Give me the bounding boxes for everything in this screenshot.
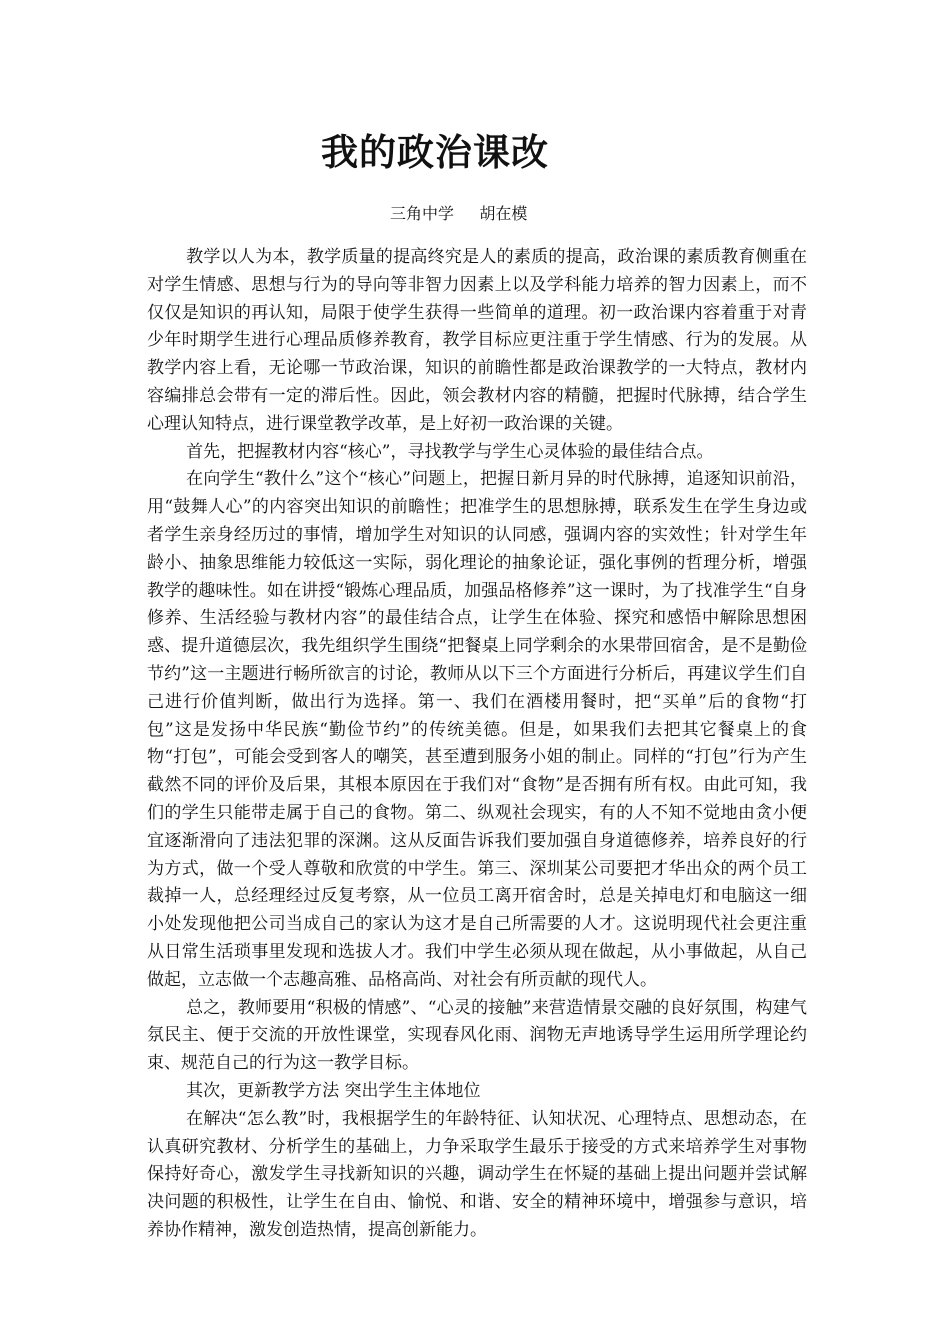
section-heading: 其次，更新教学方法 突出学生主体地位 bbox=[186, 1080, 481, 1101]
document-title: 我的政治课改 bbox=[321, 131, 549, 174]
document-body bbox=[147, 244, 807, 1245]
paragraph: 在向学生“教什么”这个“核心”问题上，把握日新月异的时代脉搏，追逐知识前沿，用“鼓舞人心”的内容突出知识的前瞻性；把准学生的思想脉搏，联系发生在学生身边或者学生亲身经历过的事情，增加学生对知识的认同感，强调内容的实效性；针对学生年龄小、抽象思维能力较低这一实际，弱化理论的抽象论证，强化事例的哲理分析，增强教学的趣味性。如在讲授“锻炼心理品质，加强品格修养”这一课时，为了找准学生“自身修养、生活经验与教材内容”的最佳结合点，让学生在体验、探究和感悟中解除思想困惑、提升道德层次，我先组织学生围绕“把餐桌上同学剩余的水果带回宿舍，是不是勤俭节约”这一主题进行畅所欲言的讨论，教师从以下三个方面进行分析后，再建议学生们自己进行价值判断，做出行为选择。第一、我们在酒楼用餐时，把“买单”后的食物“打包”这是发扬中华民族“勤俭节约”的传统美德。但是，如果我们去把其它餐桌上的食物“打包”，可能会受到客人的嘲笑，甚至遭到服务小姐的制止。同样的“打包”行为产生截然不同的评价及后果，其根本原因在于我们对“食物”是否拥有所有权。由此可知，我们的学生只能带走属于自己的食物。第二、纵观社会现实，有的人不知不觉地由贪小便宜逐渐滑向了违法犯罪的深渊。这从反面告诉我们要加强自身道德修养，培养良好的行为方式，做一个受人尊敬和欣赏的中学生。第三、深圳某公司要把才华出众的两个员工裁掉一人，总经理经过反复考察，从一位员工离开宿舍时，总是关掉电灯和电脑这一细小处发现他把公司当成自己的家认为这才是自己所需要的人才。这说明现代社会更注重从日常生活琐事里发现和选拔人才。我们中学生必须从现在做起，从小事做起，从自己做起，立志做一个志趣高雅、品格高尚、对社会有所贡献的现代人。 bbox=[147, 469, 807, 990]
paragraph: 总之，教师要用“积极的情感”、“心灵的接触”来营造情景交融的良好氛围，构建气氛民主、便于交流的开放性课堂，实现春风化雨、润物无声地诱导学生运用所学理论约束、规范自己的行为这一教学目标。 bbox=[147, 997, 807, 1074]
author-line: 三角中学 胡在模 bbox=[390, 204, 528, 223]
paragraph: 在解决“怎么教”时，我根据学生的年龄特征、认知状况、心理特点、思想动态，在认真研究教材、分析学生的基础上，力争采取学生最乐于接受的方式来培养学生对事物保持好奇心，激发学生寻找新知识的兴趣，调动学生在怀疑的基础上提出问题并尝试解决问题的积极性，让学生在自由、愉悦、和谐、安全的精神环境中，增强参与意识，培养协作精神，激发创造热情，提高创新能力。 bbox=[147, 1108, 807, 1240]
paragraph: 教学以人为本，教学质量的提高终究是人的素质的提高，政治课的素质教育侧重在对学生情感、思想与行为的导向等非智力因素上以及学科能力培养的智力因素上，而不仅仅是知识的再认知，局限于使学生获得一些简单的道理。初一政治课内容着重于对青少年时期学生进行心理品质修养教育，教学目标应更注重于学生情感、行为的发展。从教学内容上看，无论哪一节政治课，知识的前瞻性都是政治课教学的一大特点，教材内容编排总会带有一定的滞后性。因此，领会教材内容的精髓，把握时代脉搏，结合学生心理认知特点，进行课堂教学改革，是上好初一政治课的关键。 bbox=[147, 247, 807, 434]
section-heading: 首先，把握教材内容“核心”，寻找教学与学生心灵体验的最佳结合点。 bbox=[186, 441, 714, 462]
